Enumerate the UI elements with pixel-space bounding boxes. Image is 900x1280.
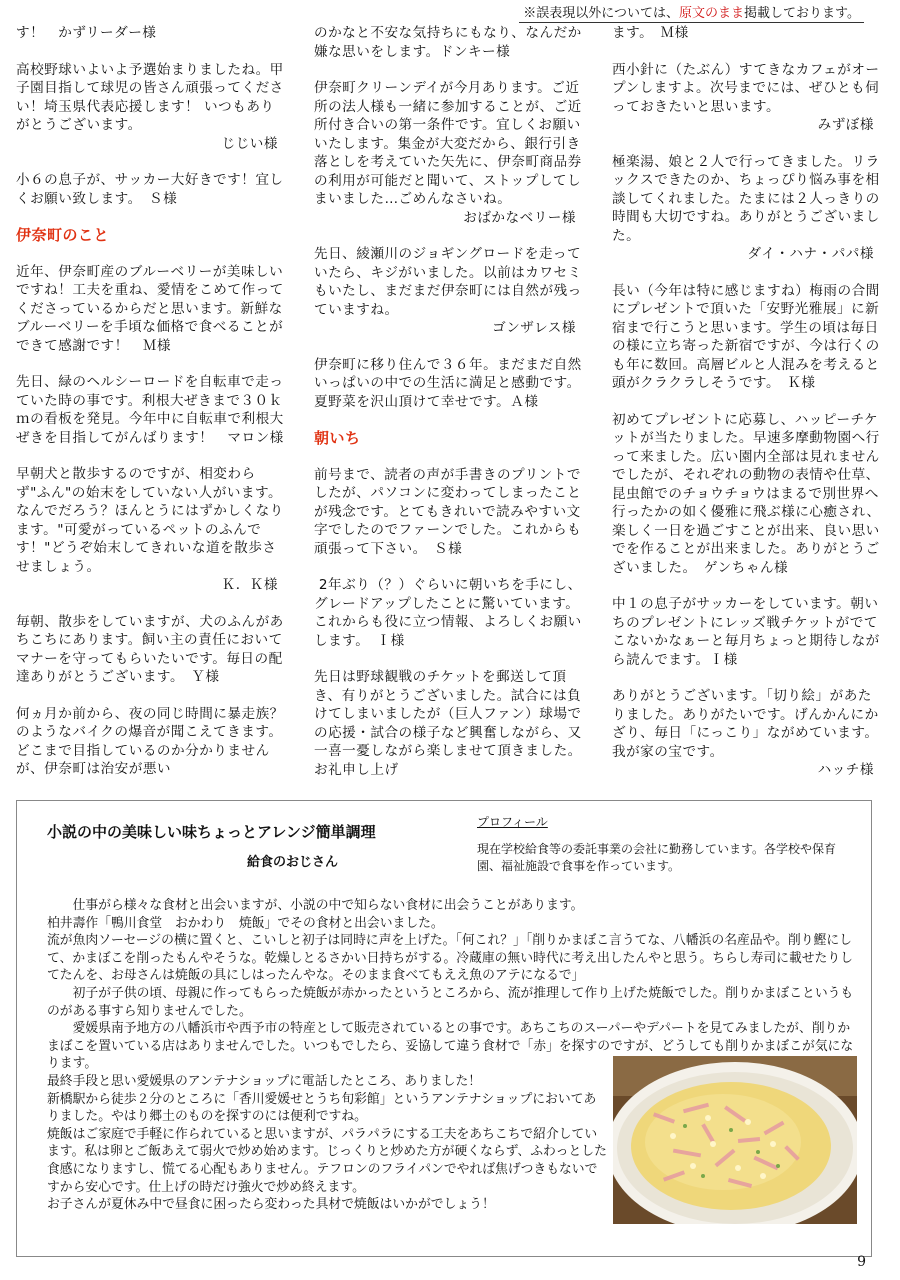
letter: 早朝犬と散歩するのですが、相変わらず"ふん"の始末をしていない人がいます。なんでだろう？ほんとうにはずかしくなります。"可愛がっているペットのふんです！"どうぞ始末してきれいな道を散歩させましょう。 (16, 466, 284, 575)
letter: 西小針に（たぶん）すてきなカフェがオープンしますよ。次号までには、ぜひとも伺っておきたいと思います。 (612, 61, 880, 115)
letter: 伊奈町に移り住んで３６年。まだまだ自然いっぱいの中での生活に満足と感動です。夏野菜を沢山頂けて幸せです。Ａ様 (314, 356, 582, 410)
letter: 極楽湯、娘と２人で行ってきました。リラックスできたのか、ちょっぴり悩み事を相談してくれました。たまには２人っきりの時間も大切ですね。ありがとうございました。 (612, 153, 880, 244)
story-paragraph: 柏井壽作「鴨川食堂 おかわり 焼飯」でその食材と出会いました。 (47, 915, 444, 931)
letter: 長い（今年は特に感じますね）梅雨の合間にプレゼントで頂いた「安野光雅展」に新宿まで行こうと思います。学生の頃は毎日の様に立ち寄った新宿ですが、今は行くのも年に数回。高層ビルと人混みを考えると頭がクラクラしそうです。 Ｋ様 (612, 282, 880, 391)
letter: 2年ぶり（？）ぐらいに朝いちを手にし、グレードアップしたことに驚いています。これからも役に立つ情報、よろしくお願いします。 Ｉ様 (314, 577, 582, 649)
feature-title: 小説の中の美味しい味ちょっとアレンジ簡単調理 (47, 823, 376, 841)
letter: のかなと不安な気持ちにもなり、なんだか嫌な思いをします。ドンキー様 (314, 25, 582, 60)
story-paragraph: 初子が子供の頃、母親に作ってもらった焼飯が赤かったというところから、流が推理して作り上げた焼飯でした。削りかまぼこというものがある事すら知りませんでした。 (47, 985, 854, 1019)
notice-suffix: 掲載しております。 (744, 6, 860, 21)
story-paragraph: 愛媛県南予地方の八幡浜市や西予市の特産として販売されているとの事です。あちこちのスーパーやデパートを見てみましたが、削りかまぼこを置いている店はありませんでした。いつもでしたら、妥協して違う食材で「赤」を探すのですが、どうしても削りかまぼこが気になります。 (47, 1021, 854, 1072)
profile-text: 現在学校給食等の委託事業の会社に勤務しています。各学校や保育園、福祉施設で食事を作っています。 (477, 842, 837, 873)
notice-highlight: 原文のまま (679, 6, 745, 21)
letter-signature: Ｋ．Ｋ様 (221, 577, 278, 593)
story-paragraph: 仕事がら様々な食材と出会いますが、小説の中で知らない食材に出会うことがあります。 (72, 898, 584, 913)
letter: 前号まで、読者の声が手書きのプリントでしたが、パソコンに変わってしまったことが残念です。とてもきれいで読みやすい文字でしたのでファーンでした。これからも頑張って下さい。 Ｓ様 (314, 466, 582, 557)
notice-prefix: ※誤表現以外については、 (523, 6, 680, 21)
letter: 中１の息子がサッカーをしています。朝いちのプレゼントにレッズ戦チケットがでてこないかなぁーと毎月ちょっと期待しながら読んでます。Ｉ様 (612, 596, 880, 668)
letter: ありがとうございます。「切り絵」があたりました。ありがたいです。げんかんにかざり、毎日「にっこり」ながめています。我が家の宝です。 (612, 688, 879, 760)
section-heading-asaichi: 朝いち (314, 429, 361, 447)
section-heading-ina-town: 伊奈町のこと (16, 226, 110, 244)
recipe-feature-box (16, 800, 872, 1257)
letter: 何ヵ月か前から、夜の同じ時間に暴走族？のようなバイクの爆音が聞こえてきます。どこまで目指しているのか分かりませんが、伊奈町は治安が悪い (16, 705, 284, 777)
letter-signature: ハッチ様 (817, 762, 874, 778)
letter: 小６の息子が、サッカー大好きです！宜しくお願い致します。 Ｓ様 (16, 172, 284, 207)
column-2 (314, 24, 584, 796)
story-paragraph: 最終手段と思い愛媛県のアンテナショップに電話したところ、ありました！ (47, 1073, 482, 1089)
story-paragraph: 焼飯はご家庭で手軽に作られていると思いますが、パラパラにする工夫をあちこちで紹介しています。私は卵とご飯あえて弱火で炒め始めます。じっくりと炒めた方が硬くならず、ふわっとした食感になりますし、慌てる心配もありません。テフロンのフライパンでやれば焦げつきもないですから安心です。仕上げの時だけ強火で炒め終えます。 (47, 1126, 607, 1195)
letter: 初めてプレゼントに応募し、ハッピーチケットが当たりました。早速多摩動物園へ行って来ました。広い園内全部は見れませんでしたが、それぞれの動物の表情や仕草、昆虫館でのチョウチョウはまるで別世界へ行ったかの如く優雅に飛ぶ様に心癒され、楽しく一日を過ごすことが出来、良い思いでを作ることが出来ました。ありがとうございました。 ゲンちゃん様 (612, 411, 881, 576)
letter: 近年、伊奈町産のブルーベリーが美味しいですね！工夫を重ね、愛情をこめて作ってくださっているからだと思います。新鮮なブルーベリーを手頃な価格で食べることができて感謝です！ Ｍ様 (16, 263, 284, 354)
letter: ます。 Ｍ様 (612, 25, 689, 41)
letter-signature: おばかなベリー様 (463, 209, 576, 226)
letter: 先日、緑のヘルシーロードを自転車で走っていた時の事です。利根大ぜきまで３０ｋｍの看板を発見。今年中に自転車で利根大ぜきを目指してがんばります！ マロン様 (16, 374, 284, 446)
reader-letters (16, 24, 882, 796)
story-quote: 流が魚肉ソーセージの横に置くと、こいしと初子は同時に声を上げた。「何これ？」「削りかまぼこ言うてな、八幡浜の名産品や。削り鰹にして、かまぼこを削ったもんやそうな。乾燥しとるさかい日持ちがする。冷蔵庫の無い時代に考え出したんやと思う。ちらし寿司に載せたりしてたんを、お母さんは焼飯の具にしはったんやな。そのまま食べてもええ魚のアテになるで」 (47, 933, 853, 984)
story-paragraph: 新橋駅から徒歩２分のところに「香川愛媛せとうち旬彩館」というアンテナショップにおいてありました。やはり郷土のものを探すのには便利ですね。 (47, 1091, 597, 1125)
fried-rice-image (613, 1056, 857, 1224)
story-paragraph: お子さんが夏休み中で昼食に困ったら変わった具材で焼飯はいかがでしょう！ (47, 1197, 495, 1213)
letter: 高校野球いよいよ予選始まりましたね。甲子園目指して球児の皆さん頑張ってください！埼玉県代表応援します！ いつもありがとうございます。 (16, 61, 284, 133)
letter-signature: じじい様 (221, 135, 278, 152)
column-1 (16, 24, 286, 796)
letter: 伊奈町クリーンデイが今月あります。ご近所の法人様も一緒に参加することが、ご近所付き合いの第一条件です。宜しくお願いいたします。集金が大変だから、銀行引き落としを考えていた矢先に、伊奈町商品券の利用が可能だと聞いて、ストップしてしまいました…ごめんなさいね。 (314, 80, 582, 207)
profile-label: プロフィール (477, 815, 548, 829)
feature-author: 給食のおじさん (247, 855, 339, 870)
fried-rice-photo (613, 1056, 857, 1224)
page-number: 9 (857, 1254, 866, 1270)
letter-signature: みずぼ様 (817, 117, 874, 133)
reprint-notice (519, 2, 864, 23)
letter-signature: ゴンザレス様 (492, 320, 576, 336)
letter: 先日、綾瀬川のジョギングロードを走っていたら、キジがいました。以前はカワセミもいたし、まだまだ伊奈町には自然が残っていますね。 (314, 246, 582, 318)
letter: 毎朝、散歩をしていますが、犬のふんがあちこちにあります。飼い主の責任においてマナーを守ってもらいたいです。毎日の配達ありがとうございます。 Ｙ様 (16, 613, 284, 685)
letter-signature: ダイ・ハナ・パパ様 (747, 246, 874, 262)
letter: 先日は野球観戦のチケットを郵送して頂き、有りがとうございました。試合には負けてしまいましたが（巨人ファン）球場での応援・試合の様子など興奮しながら、又一喜一憂しながら楽しませて頂きました。お礼申し上げ (314, 669, 582, 778)
column-3 (612, 24, 882, 796)
letter: す！ かずリーダー様 (16, 25, 157, 41)
